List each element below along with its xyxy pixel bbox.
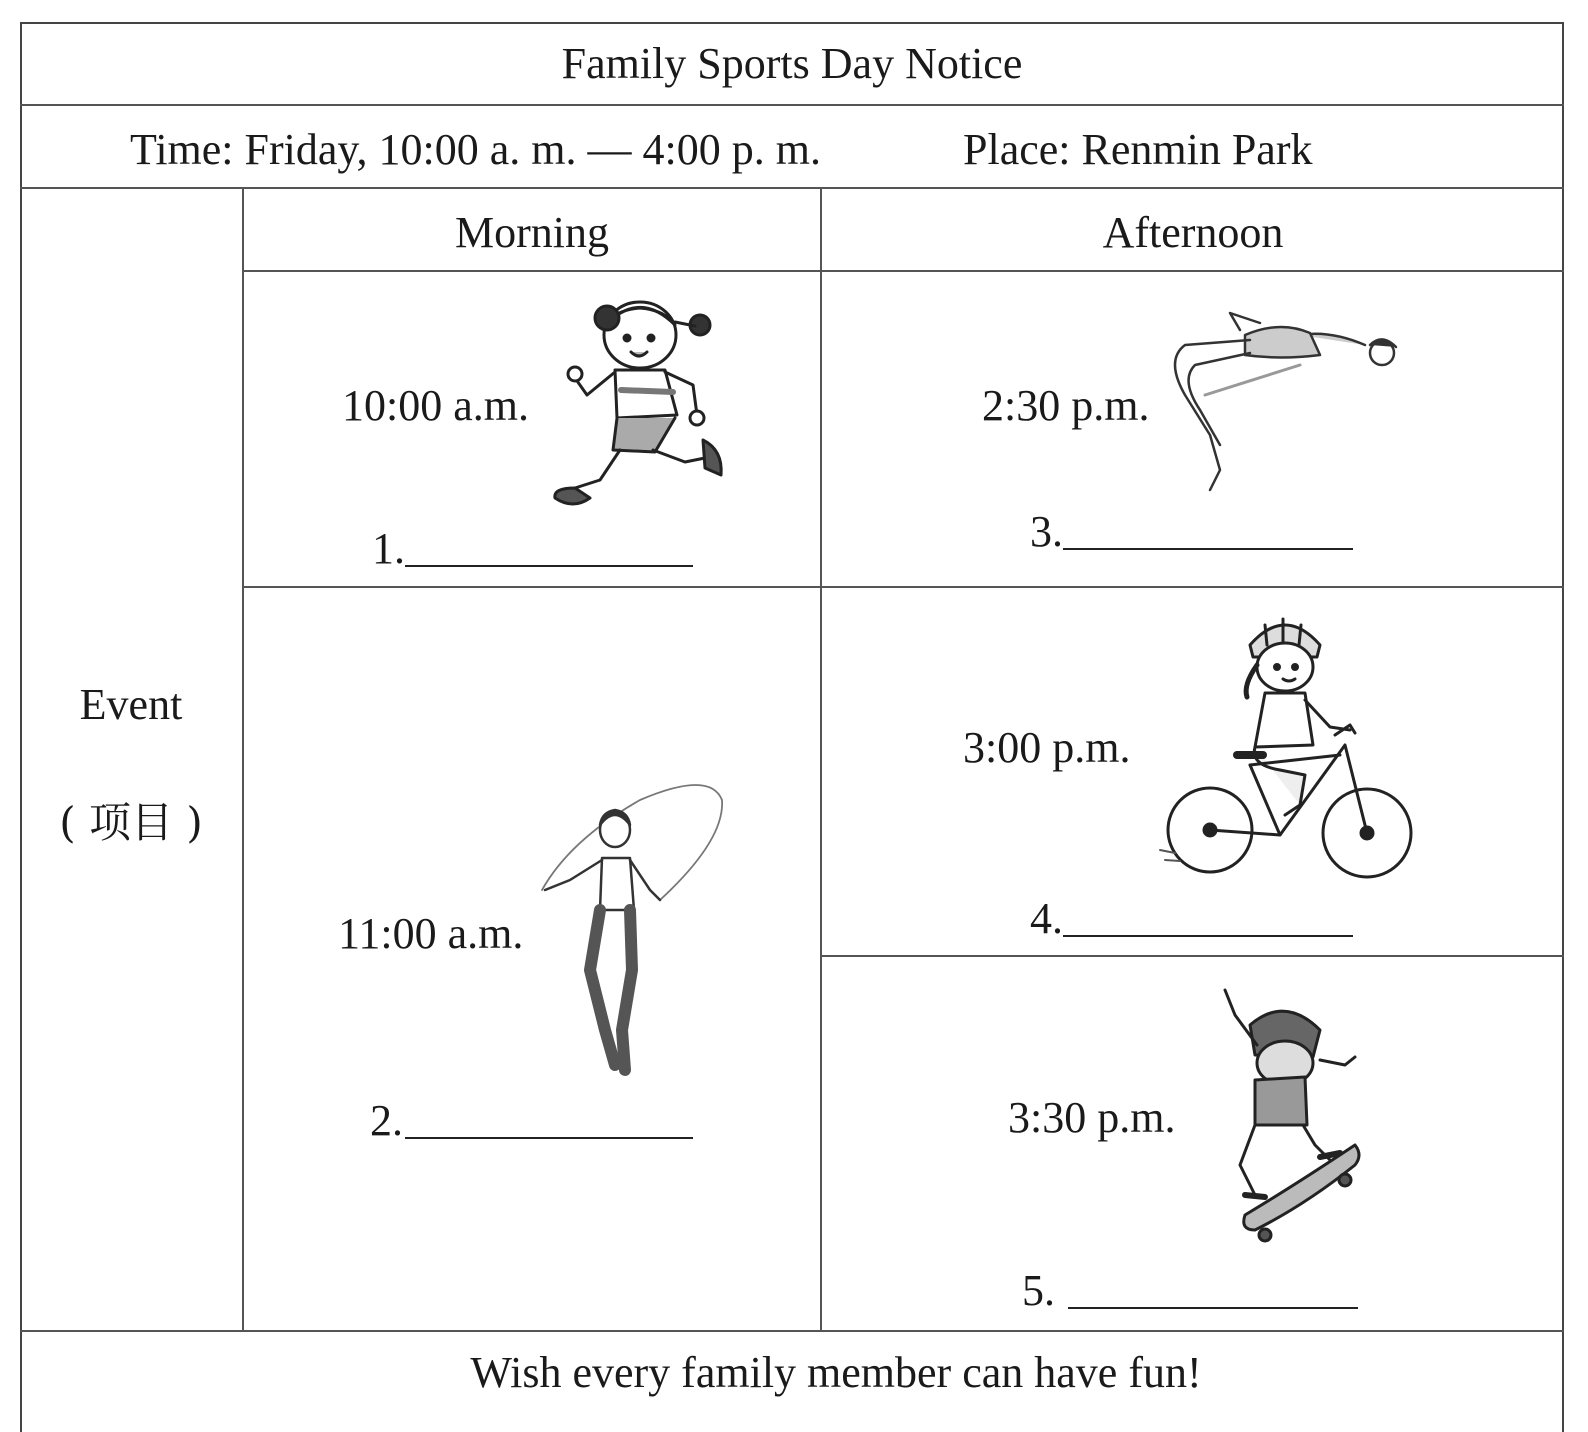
- footer-message: Wish every family member can have fun!: [470, 1348, 1202, 1397]
- running-girl-picture: [545, 290, 730, 515]
- event-4-number: 4.: [1030, 894, 1063, 943]
- high-jump-athlete-picture: [1150, 305, 1405, 495]
- row-divider-headers: [243, 270, 1564, 272]
- event-1-time: 10:00 a.m.: [342, 381, 529, 430]
- notice-title: Family Sports Day Notice: [561, 39, 1023, 88]
- row-divider-afternoon-2: [820, 955, 1564, 957]
- boy-on-skateboard-picture: [1195, 985, 1365, 1255]
- time-info: Time: Friday, 10:00 a. m. — 4:00 p. m.: [130, 125, 821, 174]
- row-divider-footer: [20, 1330, 1564, 1332]
- jump-rope-woman-picture: [530, 780, 730, 1080]
- event-5-time: 3:30 p.m.: [1008, 1093, 1176, 1142]
- event-2-number: 2.: [370, 1096, 403, 1145]
- event-3-time: 2:30 p.m.: [982, 381, 1150, 430]
- row-divider-title: [20, 104, 1564, 106]
- event-5-answer-blank[interactable]: [1068, 1307, 1358, 1309]
- event-4-time: 3:00 p.m.: [963, 723, 1131, 772]
- event-label-chinese: ( 项目 ): [59, 798, 203, 847]
- row-divider-info: [20, 187, 1564, 189]
- girl-riding-bicycle-picture: [1155, 605, 1415, 880]
- event-5-number: 5.: [1022, 1266, 1055, 1315]
- event-3-number: 3.: [1030, 507, 1063, 556]
- event-4-answer-blank[interactable]: [1063, 935, 1353, 937]
- event-3-answer-blank[interactable]: [1063, 548, 1353, 550]
- col-divider-event: [242, 187, 244, 1330]
- place-info: Place: Renmin Park: [963, 125, 1313, 174]
- event-2-time: 11:00 a.m.: [338, 909, 524, 958]
- row-divider-row1: [243, 586, 1564, 588]
- afternoon-header: Afternoon: [1102, 208, 1284, 257]
- morning-header: Morning: [455, 208, 609, 257]
- event-label: Event: [79, 680, 183, 729]
- event-2-answer-blank[interactable]: [405, 1137, 693, 1139]
- col-divider-morning-afternoon: [820, 187, 822, 1330]
- event-1-answer-blank[interactable]: [405, 565, 693, 567]
- event-1-number: 1.: [372, 524, 405, 573]
